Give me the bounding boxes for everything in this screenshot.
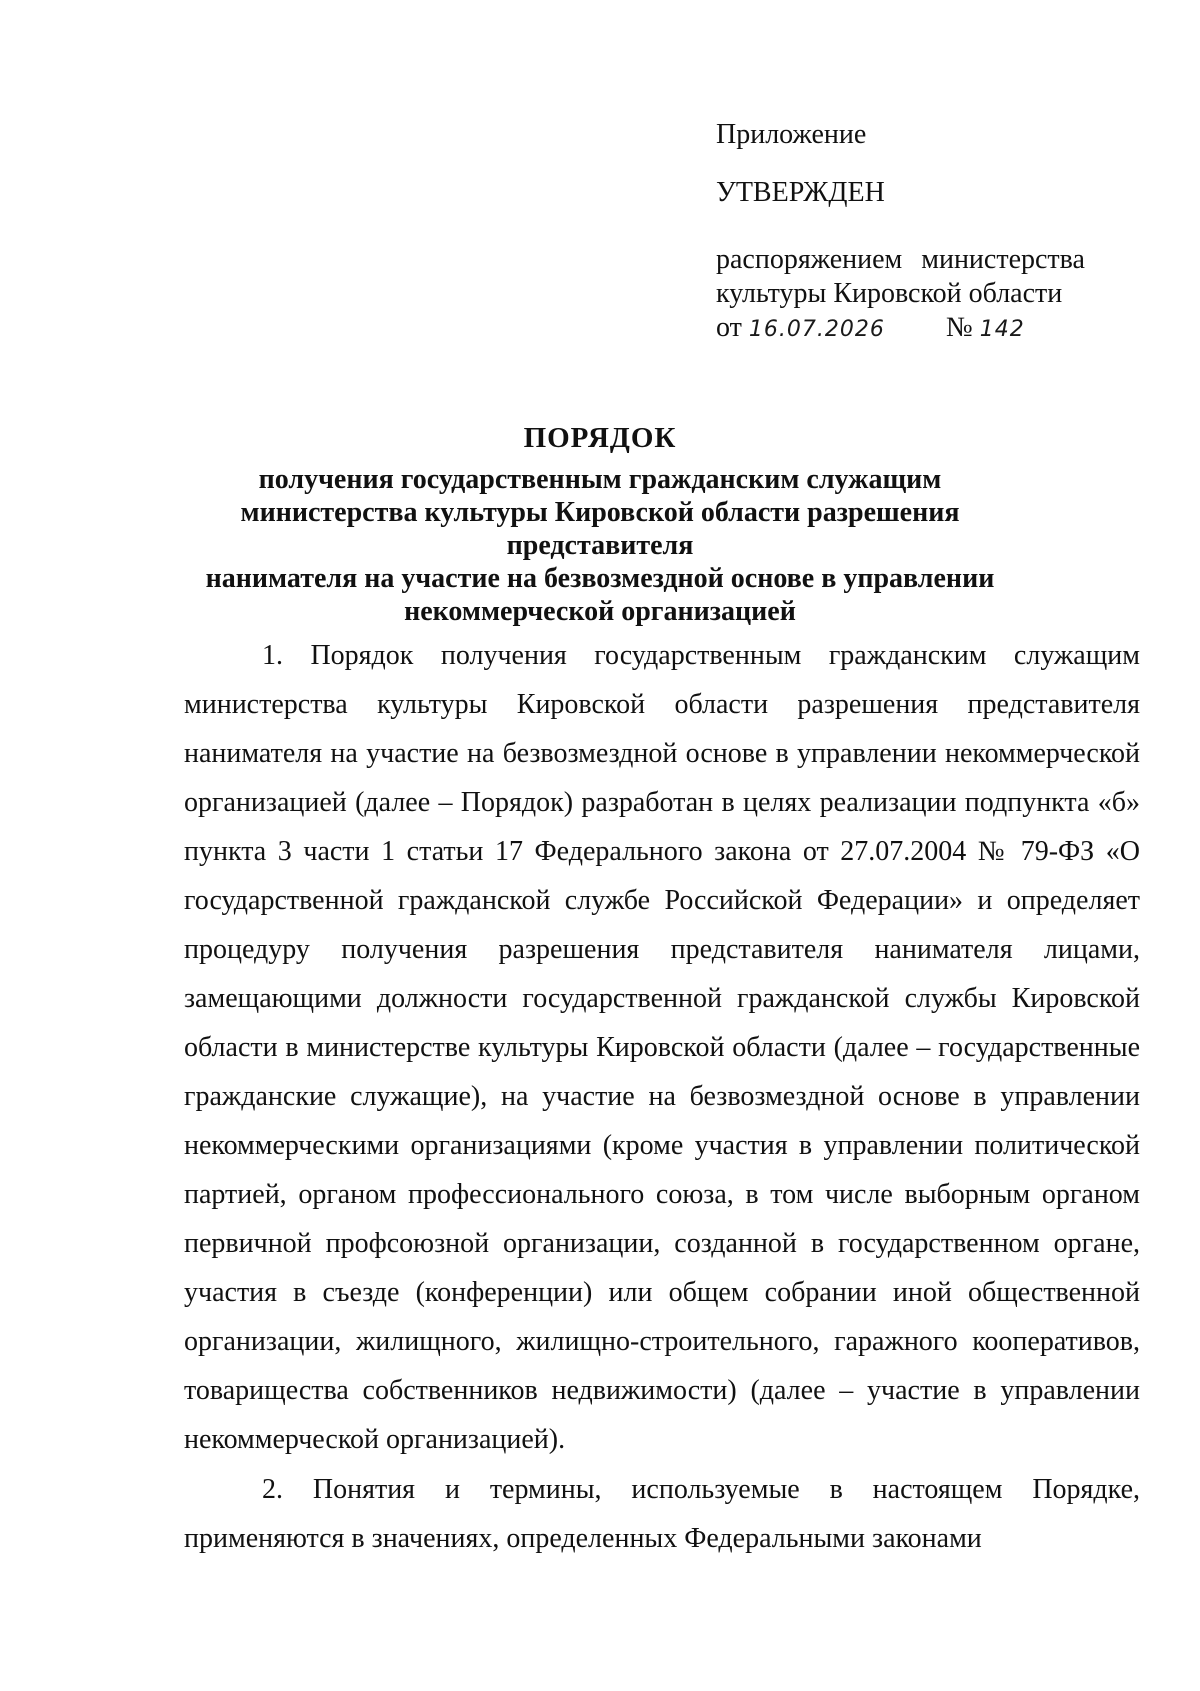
document-title-block bbox=[150, 422, 1050, 628]
document-body bbox=[184, 631, 1140, 1563]
order-line-1: распоряжением министерства bbox=[716, 244, 1085, 275]
handwritten-number: 142 bbox=[979, 317, 1025, 342]
from-label: от bbox=[716, 312, 742, 343]
paragraph-2: 2. Понятия и термины, используемые в настоящем Порядке, применяются в значениях, определенных Федеральными законами bbox=[184, 1474, 1140, 1554]
number-label: № bbox=[946, 312, 973, 343]
title-line-1: получения государственным гражданским служащим bbox=[258, 464, 942, 495]
number-part bbox=[946, 311, 1025, 347]
handwritten-date: 16.07.2026 bbox=[748, 317, 885, 342]
order-line-2: культуры Кировской области bbox=[716, 278, 1063, 309]
title-line-3: нанимателя на участие на безвозмездной основе в управлении bbox=[205, 563, 995, 594]
date-number-row bbox=[716, 311, 1085, 345]
approved-label: УТВЕРЖДЕН bbox=[716, 177, 885, 208]
document-title: ПОРЯДОК bbox=[523, 422, 677, 454]
paragraph-1: 1. Порядок получения государственным гражданским служащим министерства культуры Кировской области разрешения представителя нанимателя на участие на безвозмездной основе в управлении некоммерческой организацией (далее – Порядок) разработан в целях реализации подпункта «б» пункта 3 части 1 статьи 17 Федерального закона от 27.07.2004 № 79-ФЗ «О государственной гражданской службе Российской Федерации» и определяет процедуру получения разрешения представителя нанимателя лицами, замещающими должности государственной гражданской службы Кировской области в министерстве культуры Кировской области (далее – государственные гражданские служащие), на участие на безвозмездной основе в управлении некоммерческими организациями (кроме участия в управлении политической партией, органом профессионального союза, в том числе выборным органом первичной профсоюзной организации, созданной в государственном органе, участия в съезде (конференции) или общем собрании иной общественной организации, жилищного, жилищно-строительного, гаражного кооперативов, товарищества собственников недвижимости) (далее – участие в управлении некоммерческой организацией). bbox=[184, 640, 1140, 1455]
title-line-2: министерства культуры Кировской области разрешения представителя bbox=[240, 497, 960, 561]
title-line-4: некоммерческой организацией bbox=[404, 596, 796, 627]
approval-block bbox=[716, 118, 1085, 345]
appendix-label: Приложение bbox=[716, 119, 867, 150]
